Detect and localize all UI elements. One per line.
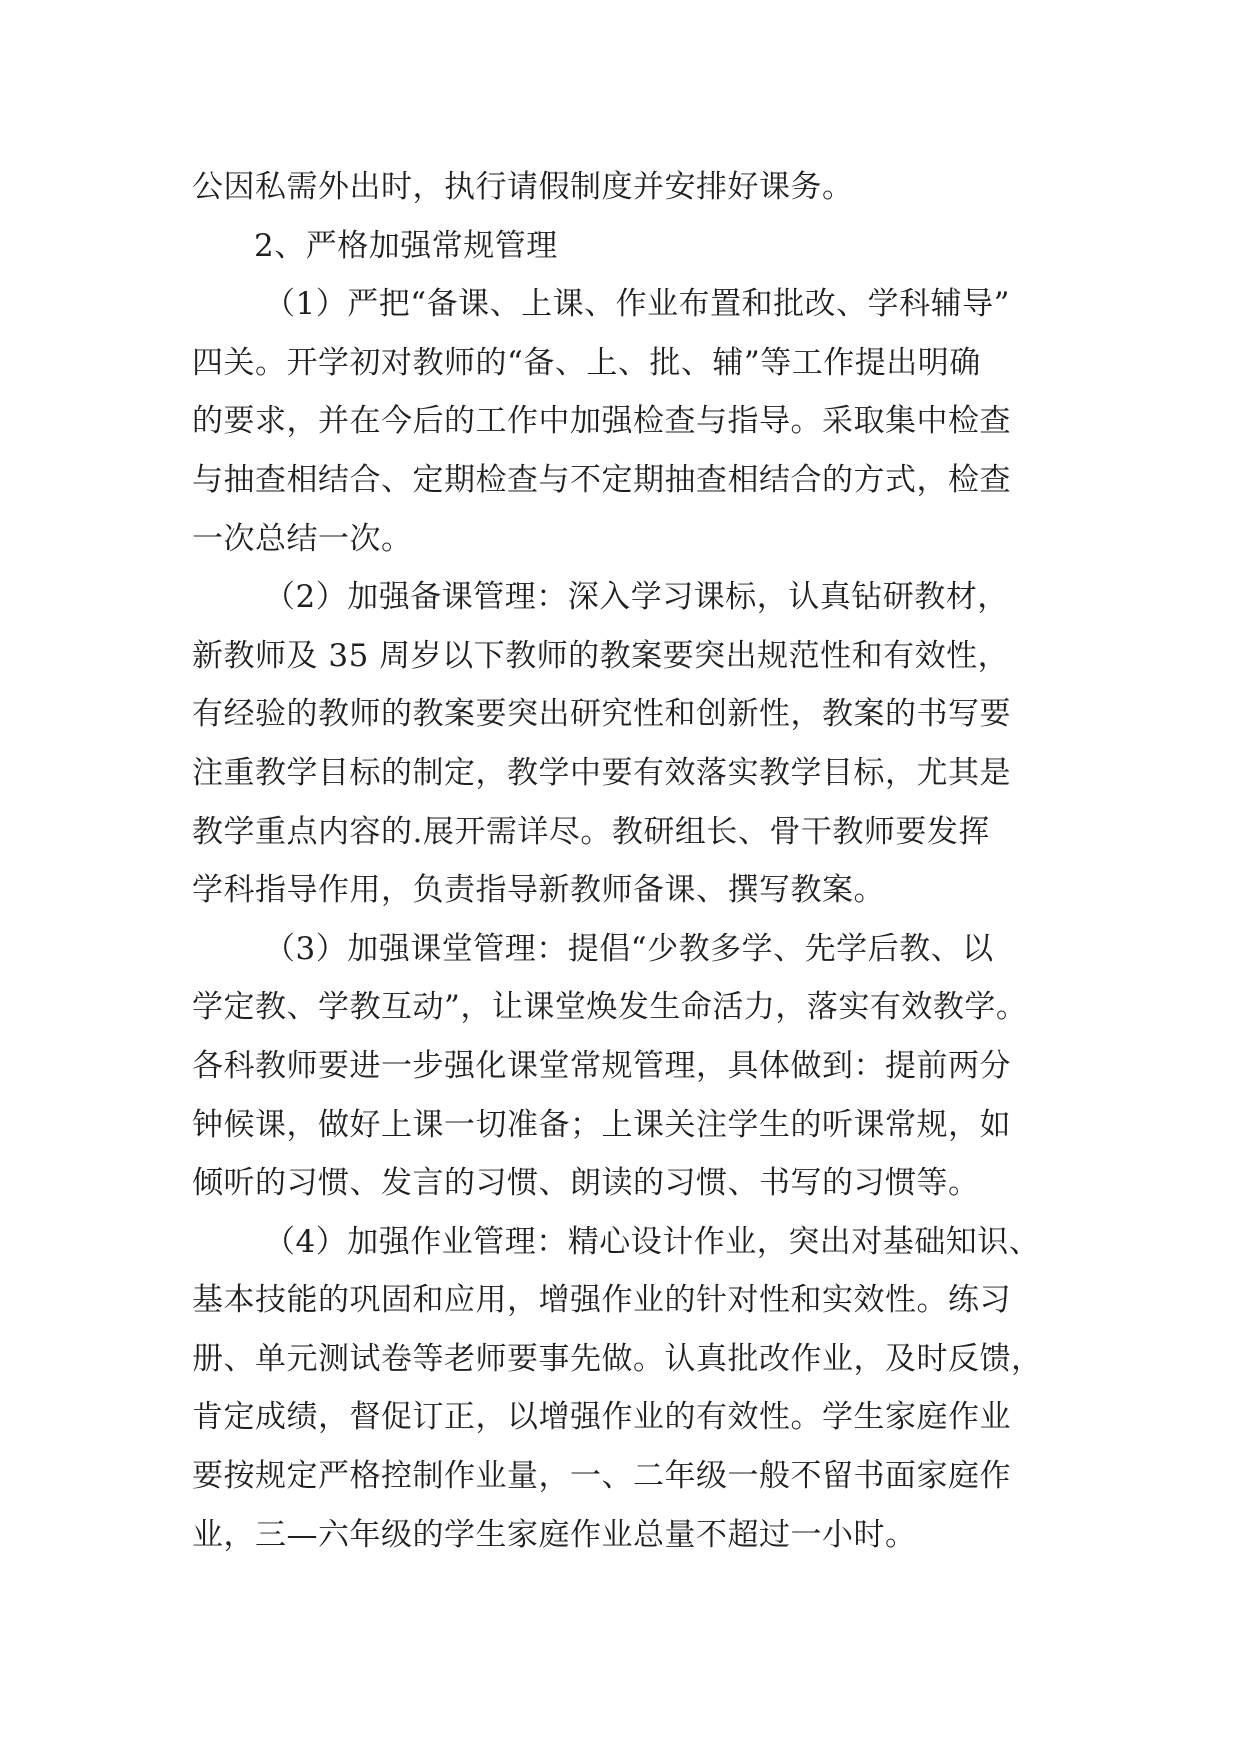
text-line: 册、单元测试卷等老师要事先做。认真批改作业，及时反馈， xyxy=(192,1340,1043,1377)
text-line: 四关。开学初对教师的“备、上、批、辅”等工作提出明确 xyxy=(192,344,981,381)
text-line: 教学重点内容的.展开需详尽。教研组长、骨干教师要发挥 xyxy=(192,813,990,850)
text-line: 公因私需外出时，执行请假制度并安排好课务。 xyxy=(192,169,854,205)
text-line: （3）加强课堂管理：提倡“少教多学、先学后教、以 xyxy=(264,930,994,967)
text-line: 倾听的习惯、发言的习惯、朗读的习惯、书写的习惯等。 xyxy=(192,1165,980,1202)
text-line: 各科教师要进一步强化课堂常规管理，具体做到：提前两分 xyxy=(192,1047,1011,1084)
text-line: 一次总结一次。 xyxy=(192,520,413,557)
text-line: 基本技能的巩固和应用，增强作业的针对性和实效性。练习 xyxy=(192,1282,1011,1319)
section-heading: 2、严格加强常规管理 xyxy=(254,227,558,264)
text-line: 钟候课，做好上课一切准备；上课关注学生的听课常规，如 xyxy=(192,1106,1011,1143)
text-line: 有经验的教师的教案要突出研究性和创新性，教案的书写要 xyxy=(192,696,1011,733)
text-line: 学科指导作用，负责指导新教师备课、撰写教案。 xyxy=(192,872,885,909)
text-line: 学定教、学教互动”，让课堂焕发生命活力，落实有效教学。 xyxy=(192,989,1028,1026)
text-line: 要按规定严格控制作业量，一、二年级一般不留书面家庭作 xyxy=(192,1458,1011,1495)
document-body xyxy=(192,158,1072,1564)
text-line: 业，三—六年级的学生家庭作业总量不超过一小时。 xyxy=(192,1516,917,1553)
text-line: 肯定成绩，督促订正，以增强作业的有效性。学生家庭作业 xyxy=(192,1399,1011,1436)
text-line: 与抽查相结合、定期检查与不定期抽查相结合的方式，检查 xyxy=(192,461,1011,498)
text-line: 的要求，并在今后的工作中加强检查与指导。采取集中检查 xyxy=(192,403,1011,440)
text-line: 新教师及 35 周岁以下教师的教案要突出规范性和有效性， xyxy=(192,637,1010,674)
text-line: （1）严把“备课、上课、作业布置和批改、学科辅导” xyxy=(264,286,1010,323)
text-line: （2）加强备课管理：深入学习课标，认真钻研教材， xyxy=(264,579,1009,616)
text-line: 注重教学目标的制定，教学中要有效落实教学目标，尤其是 xyxy=(192,754,1011,791)
text-line: （4）加强作业管理：精心设计作业，突出对基础知识、 xyxy=(264,1223,1041,1260)
